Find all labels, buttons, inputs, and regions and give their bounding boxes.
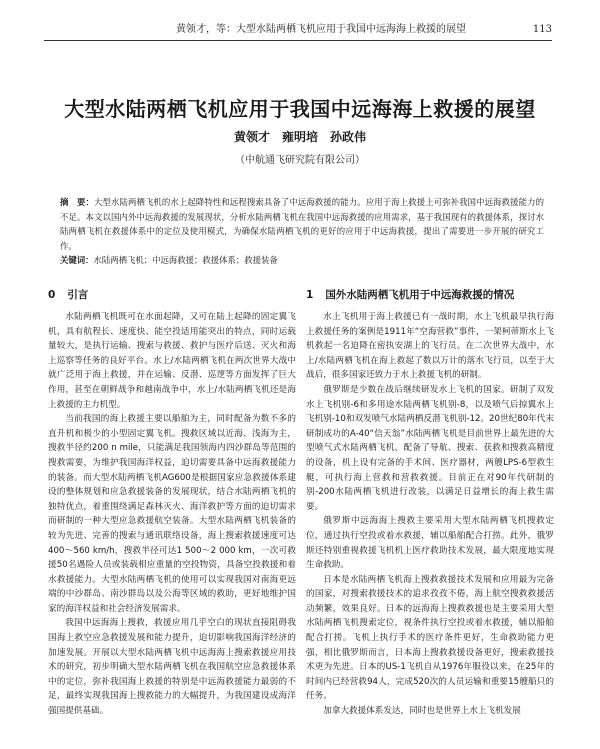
right-column (306, 286, 554, 719)
running-head (44, 22, 552, 41)
section-heading-intro (48, 286, 296, 304)
body-paragraph: 俄罗斯中远海海上搜救主要采用大型水陆两栖飞机搜救定位，通过执行空投或着水救援，辅以船舶配合打捞。此外，俄罗斯还特别重视救援飞机机上医疗救助技术发展，最大限度地实现生命救助。 (306, 516, 554, 571)
body-paragraph: 水上飞机用于海上救援已有一战时期，水上飞机最早执行海上救援任务的案例是1911年“空海营救”事件，一架柯蒂斯水上飞机救起一名迫降在密执安湖上的飞行员。在二次世界大战中，水上/水陆两栖飞机在海上救起了数以万计的落水飞行员，以至于大战后，很多国家还致力于水上救援飞机的研制。 (306, 312, 554, 381)
abstract-label: 摘 要： (60, 197, 94, 207)
section-title: 引言 (67, 289, 89, 301)
body-paragraph: 日本是水陆两栖飞机海上搜救救援技术发展和应用最为完备的国家，对搜索救援技术的追求孜孜不倦，海上航空搜救救援活动频繁，效果良好。日本的远海海上搜救救援也是主要采用大型水陆两栖飞机搜索定位，视条件执行空投或着水救援，辅以船舶配合打捞。飞机上执行手术的医疗条件更好，生命救助能力更强，相比俄罗斯而言，日本海上搜救救援设备更好，搜索救援技术更为先进。日本的US-1飞机自从1976年服役以来，在25年的时间内已经营救94人，完成520次的人员运输和重要15艘船只的任务。 (306, 574, 554, 702)
page-number: 113 (532, 24, 552, 35)
running-head-title: 黄领才，等：大型水陆两栖飞机应用于我国中远海海上救援的展望 (176, 24, 466, 35)
body-paragraph: 我国中远海海上搜救，救援应用几乎空白的现状直接阻碍我国海上救空应急救援发展和能力提升，迫切影响我国海洋经济的加速发展。开展以大型水陆两栖飞机中远海海上搜索救援应用技术的研究，初步明确大型水陆两栖飞机在我国航空应急救援体系中的定位，弥补我国海上救援的特别是中远海救援能力最弱的不足，最终实现我国海上搜救能力的大幅提升，为我国建设成海洋强国提供基础。 (48, 618, 296, 717)
keywords-text: 水陆两栖飞机；中远海救援；救援体系；救援装备 (93, 255, 278, 266)
keywords (60, 253, 544, 268)
body-paragraph: 俄罗斯是少数在战后继续研发水上飞机的国家。研制了双发水上飞机别-6和多用途水陆两栖飞机别-8，以及喷气后掠翼水上飞机别-10和双发喷气水陆两栖反潜飞机别-12。20世纪80年代末研制成功的A-40“信天翁”水陆两栖飞机是目前世界上最先进的大型喷气式水陆两栖飞机，配备了导航、搜索、获救和搜救高精度的设备，机上设有完备的手术间、医疗器材，两艘LPS-6型救生艇，可执行海上营救和营救救援。目前正在对90年代研制的别-200水陆两栖飞机进行改装，以满足日益增长的海上救生需要。 (306, 384, 554, 512)
section-title: 国外水陆两栖飞机用于中远海救援的情况 (325, 289, 515, 301)
abstract (60, 195, 544, 268)
section-number: 1 (306, 289, 314, 301)
keywords-label: 关键词： (60, 255, 94, 266)
abstract-text: 大型水陆两栖飞机的水上起降特性和远程搜索具备了中远海救援的能力。应用于海上救援上可弥补我国中远海救援能力的不足。本文以国内外中远海救援的发展现状，分析水陆两栖飞机在我国中远海救援的应用需求，基于我国现有的救援体系，探讨水陆两栖飞机在救援体系中的定位及使用模式，为确保水陆两栖飞机的更好的应用于中远海救援，提出了需要进一步开展的研究工作。 (60, 197, 545, 251)
body-paragraph: 当前我国的海上救援主要以船舶为主，同时配备为数不多的直升机和极少的小型固定翼飞机。搜救区域以近海、浅海为主，搜救半径约200 n mile，只能满足我国领海内四沙群岛等范围的搜救需要，为维护我国海洋权益，迫切需要具备中远海救援能力的装备。而大型水陆两栖飞机AG600是根据国家应急救援体系建设的整体规划和应急救援装备的发展现状，结合水陆两栖飞机的独特优点，着重围绕满足森林灭火、海洋救护等方面的迫切需求而研制的一种大型应急救援航空装备。大型水陆两栖飞机装备的较为先进、完善的搜索与通讯联络设备，海上搜索救援速度可达400～560 km/h，搜救半径可达1 500～2 000 km，一次可救援50名遇险人员或装载相应重量的空投物资，具备空投救援和着水救援能力。大型水陆两栖飞机的使用可以实现我国对南海更远端的中沙群岛、南沙群岛以及公海等区域的救助，更好地维护国家的海洋权益和社会经济发展需求。 (48, 414, 296, 614)
affiliation: （中航通飞研究院有限公司） (235, 155, 365, 166)
body-paragraph: 加拿大救援体系发达，同时也是世界上水上飞机发展 (323, 706, 521, 717)
body-paragraph: 水陆两栖飞机既可在水面起降，又可在陆上起降的固定翼飞机，具有航程长、速度快、能空投适用能突出的特点，同时运载量较大，是执行运输、搜索与救援、救护与医疗后送、灭火和海上巡察等任务的良好平台。水上/水陆两栖飞机在两次世界大战中就广泛用于海上救援，并在运输、反潜、巡逻等方面发挥了巨大作用，甚至在朝鲜战争和越南战争中，水上/水陆两栖飞机还是海上救援的主力机型。 (48, 312, 296, 410)
author-list: 黄领才 雍明培 孙政伟 (233, 130, 366, 144)
left-column (48, 286, 296, 719)
section-heading-foreign-cases (306, 286, 554, 304)
abstract-body (60, 195, 544, 253)
section-number: 0 (48, 289, 56, 301)
paper-title: 大型水陆两栖飞机应用于我国中远海海上救援的展望 (64, 97, 536, 121)
